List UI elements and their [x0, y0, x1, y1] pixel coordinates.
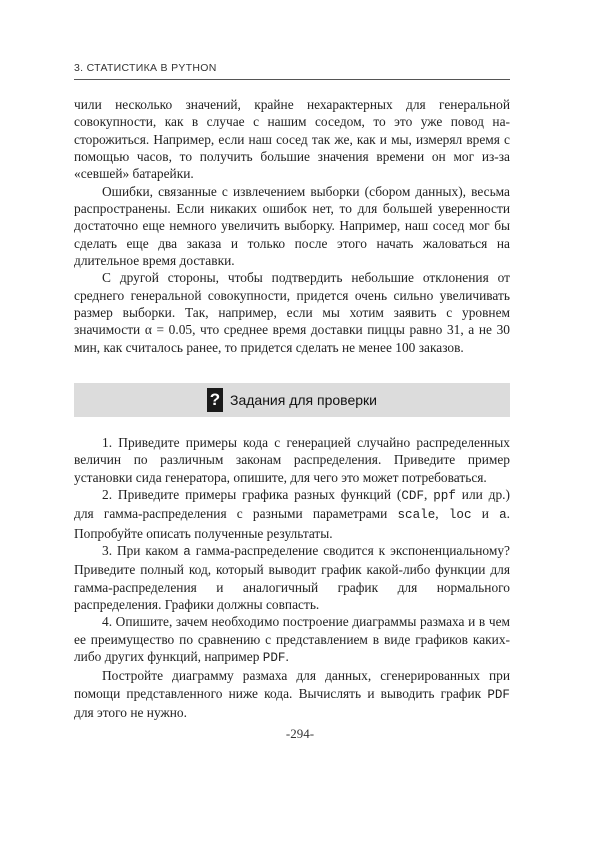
task-2-text-f: . Попробуйте описать полученные результаты.	[74, 506, 510, 541]
paragraph-3: С другой стороны, чтобы подтвердить небольшие отклонения от среднего генеральной совокупности, придется очень сильно увеличивать размер выборки. Так, например, если мы хотим заявить с уровнем значимости α = 0.05, что среднее время доставки пиццы равно 31, а не 30 мин, как считалось ранее, то придется сделать не менее 100 заказов.	[74, 270, 510, 355]
code-a: a	[499, 508, 507, 523]
code-pdf-2: PDF	[487, 687, 510, 702]
task-3	[74, 542, 510, 613]
task-1: 1. Приведите примеры кода с генерацией случайно распределенных величин по различным законам распределения. Приведите пример установки сида генератора, опишите, для чего это может потребоваться.	[74, 435, 510, 485]
task-2	[74, 486, 510, 542]
task-5-text-a: Постройте диаграмму размаха для данных, сгенерированных при помощи представленного ниже кода. Вычислять и выводить график	[74, 668, 510, 701]
code-scale: scale	[397, 508, 436, 523]
task-3-text-b: гамма-распределение сводится к экспоненциальному? Приведите полный код, который выводит график какой-либо функции для гамма-распределения и аналогичный график для нормального распределения. Графики должны совпасть.	[74, 543, 510, 613]
question-icon: ?	[207, 388, 223, 412]
section-title: Задания для проверки	[230, 392, 377, 408]
task-2-text-b: ,	[424, 487, 434, 503]
task-5	[74, 667, 510, 721]
paragraph-1: чили несколько значений, крайне нехарактерных для генеральной совокупности, как в случае с нашим соседом, то это уже повод насторожиться. Например, если наш сосед так же, как и мы, измерял время с помощью часов, то получить большие значения времени он мог из-за «севшей» батарейки.	[74, 97, 510, 182]
page-number: -294-	[285, 726, 315, 741]
task-4-text-b: .	[285, 649, 289, 665]
code-pdf: PDF	[262, 651, 286, 666]
task-4	[74, 613, 510, 667]
code-a-param: a	[183, 545, 191, 560]
task-2-text-d: ,	[435, 506, 449, 522]
task-2-text-c: или др.) для гамма-распределения с разными параметрами	[74, 487, 510, 522]
code-ppf: ppf	[433, 489, 456, 504]
task-3-text-a: 3. При каком	[102, 543, 184, 559]
paragraph-2: Ошибки, связанные с извлечением выборки (сбором данных), весьма распространены. Если никаких ошибок нет, то для большей уверенности достаточно еще немного увеличить выборку. Например, наш сосед мог бы сделать еще два заказа и только после этого начать жаловаться на длительное время доставки.	[74, 183, 510, 269]
task-5-text-b: для этого не нужно.	[74, 705, 187, 721]
code-cdf: CDF	[401, 489, 425, 504]
task-4-text-a: 4. Опишите, зачем необходимо построение диаграммы размаха и в чем ее преимущество по сравнению с представлением в виде графиков каких-либо других функций, например	[74, 614, 510, 665]
section-banner	[74, 383, 510, 417]
running-head: 3. СТАТИСТИКА В PYTHON	[74, 62, 510, 80]
task-2-text-a: 2. Приведите примеры графика разных функций (	[102, 487, 402, 503]
code-loc: loc	[448, 508, 472, 523]
tasks-list	[74, 434, 510, 722]
task-2-text-e: и	[471, 506, 500, 522]
body-text-top	[74, 96, 510, 356]
